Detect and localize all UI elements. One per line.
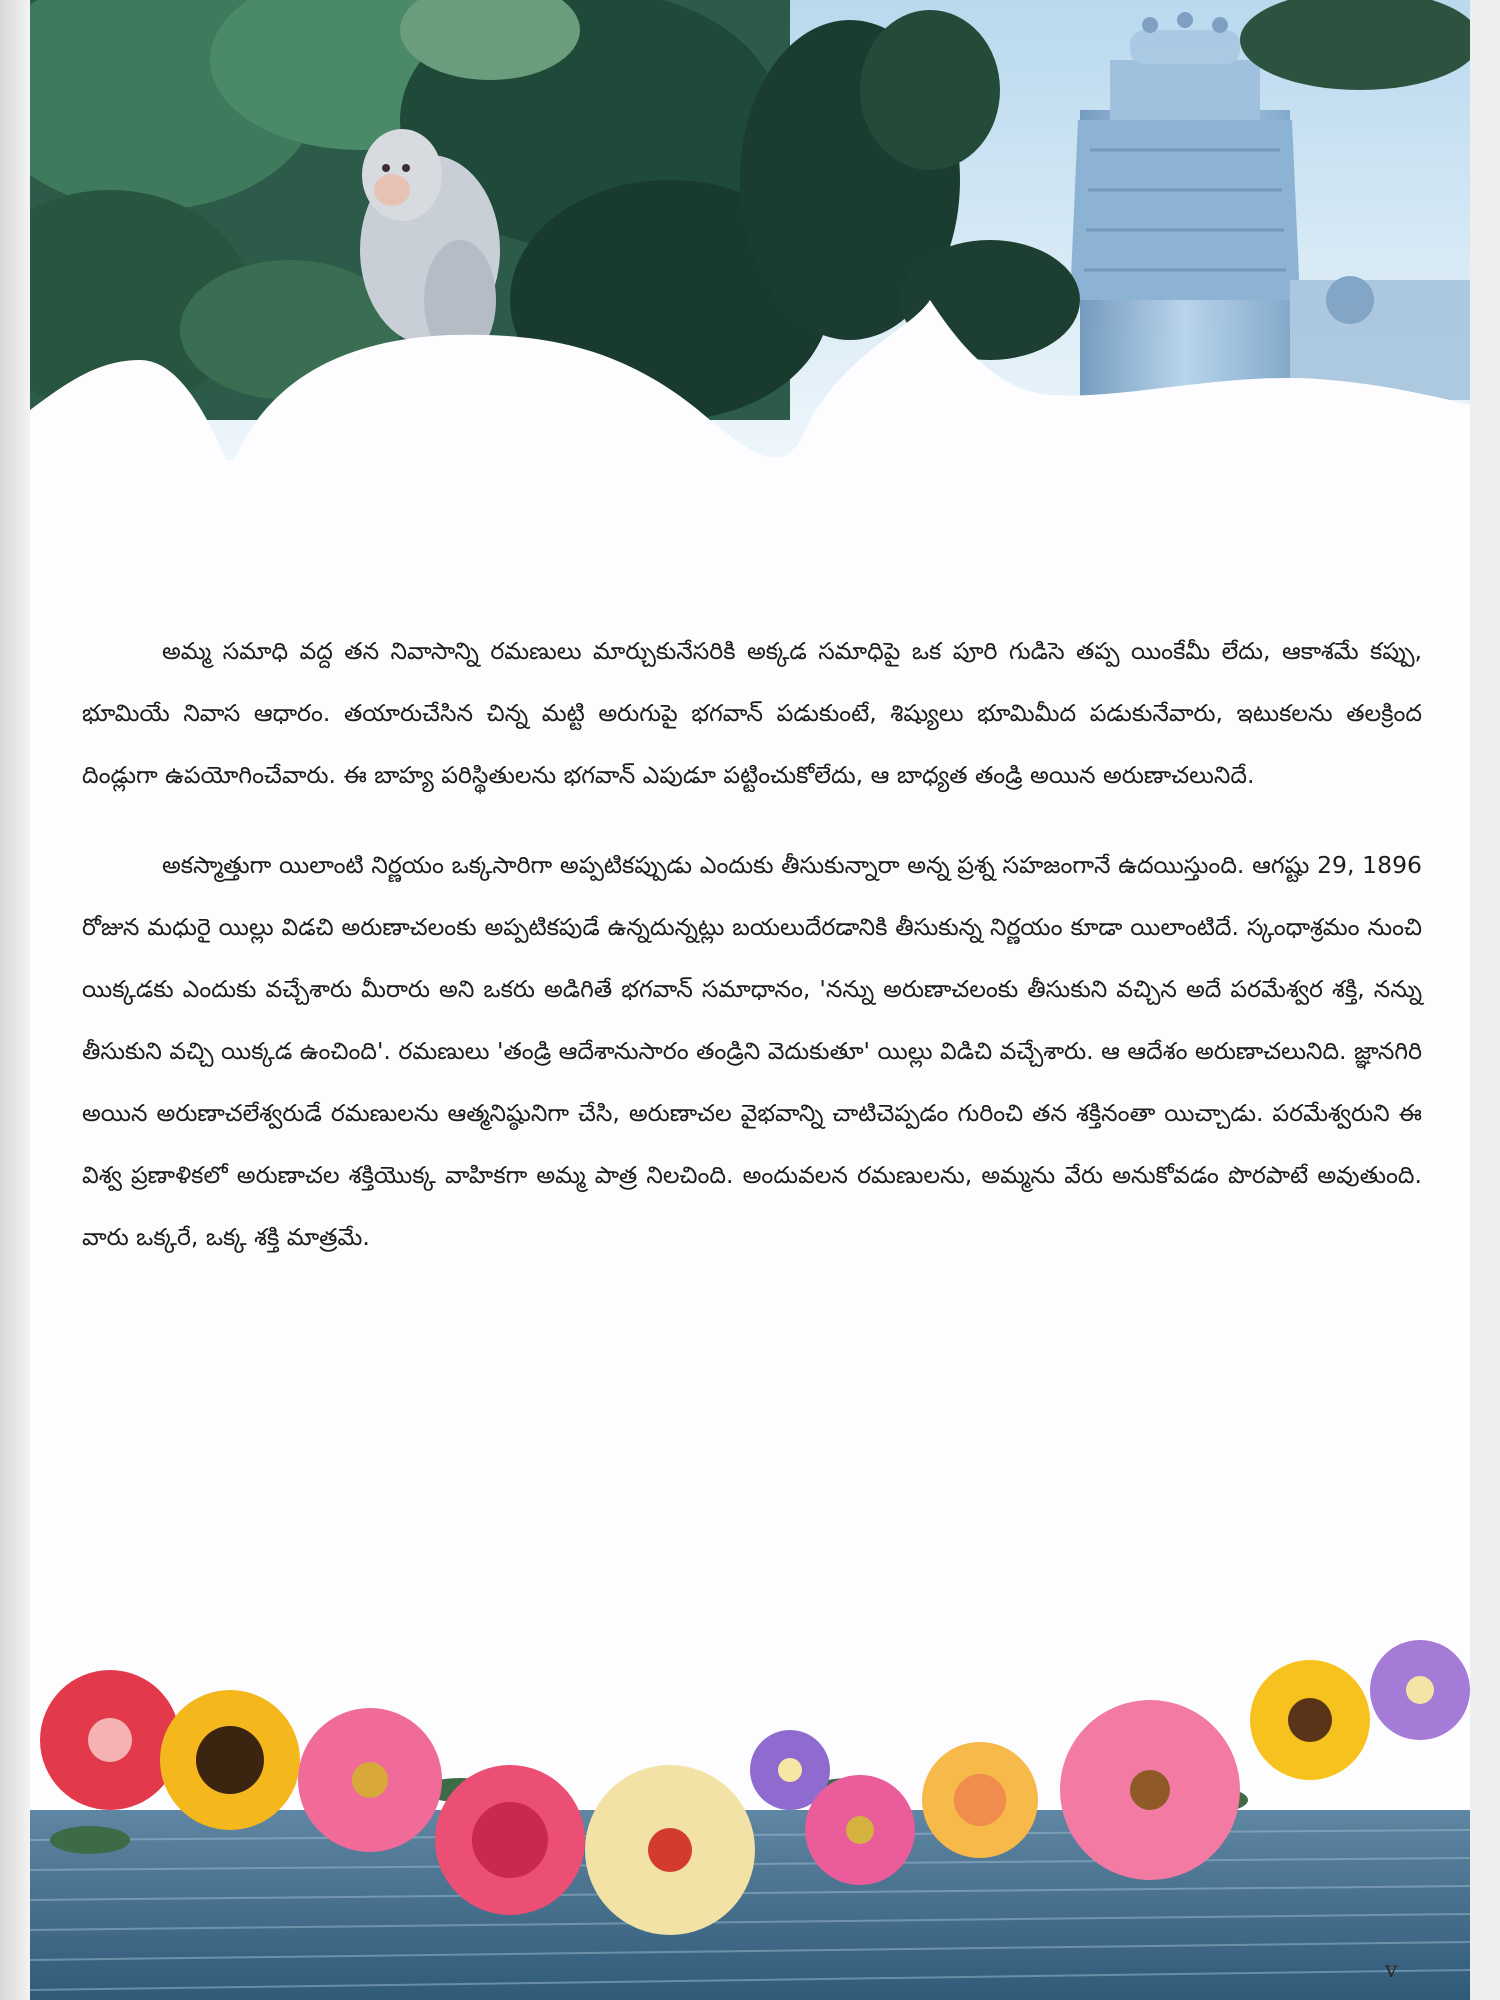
flower-small-sunflower <box>1250 1660 1370 1780</box>
flower-rose <box>435 1765 585 1915</box>
book-page <box>30 0 1470 2000</box>
flower-yellow-rose <box>922 1742 1038 1858</box>
flower-sunflower <box>160 1690 300 1830</box>
flower-pink-gerbera <box>298 1708 442 1852</box>
flower-purple-pansy <box>1370 1640 1470 1740</box>
flower-hibiscus <box>585 1765 755 1935</box>
page-number: v <box>1385 1958 1398 1983</box>
footer-flower-illustration <box>30 1640 1470 2000</box>
article-body <box>82 620 1422 1296</box>
header-illustration <box>30 0 1470 460</box>
page-gutter-shadow <box>0 0 30 2000</box>
flower-magenta-gerbera <box>805 1775 915 1885</box>
paragraph-2: అకస్మాత్తుగా యిలాంటి నిర్ణయం ఒక్కసారిగా అప్పటికప్పుడు ఎందుకు తీసుకున్నారా అన్న ప్రశ్న సహజంగానే ఉదయిస్తుంది. ఆగష్టు 29, 1896 రోజున మధురై యిల్లు విడచి అరుణాచలంకు అప్పటికపుడే ఉన్నదున్నట్లు బయలుదేరడానికి తీసుకున్న నిర్ణయం కూడా యిలాంటిదే. స్కంధాశ్రమం నుంచి యిక్కడకు ఎందుకు వచ్చేశారు మీరారు అని ఒకరు అడిగితే భగవాన్ సమాధానం, 'నన్ను అరుణాచలంకు తీసుకుని వచ్చిన అదే పరమేశ్వర శక్తి, నన్ను తీసుకుని వచ్చి యిక్కడ ఉంచింది'. రమణులు 'తండ్రి ఆదేశానుసారం తండ్రిని వెదుకుతూ' యిల్లు విడిచి వచ్చేశారు. ఆ ఆదేశం అరుణాచలునిది. జ్ఞానగిరి అయిన అరుణాచలేశ్వరుడే రమణులను ఆత్మనిష్ఠునిగా చేసి, అరుణాచల వైభవాన్ని చాటిచెప్పడం గురించి తన శక్తినంతా యిచ్చాడు. పరమేశ్వరుని ఈ విశ్వ ప్రణాళికలో అరుణాచల శక్తియొక్క వాహికగా అమ్మ పాత్ర నిలచింది. అందువలన రమణులను, అమ్మను వేరు అనుకోవడం పొరపాటే అవుతుంది. వారు ఒక్కరే, ఒక్క శక్తి మాత్రమే. <box>82 851 1422 1251</box>
flower-red-gerbera <box>40 1670 180 1810</box>
flower-large-gerbera <box>1060 1700 1240 1880</box>
paragraph-1: అమ్మ సమాధి వద్ద తన నివాసాన్ని రమణులు మార్చుకునేసరికి అక్కడ సమాధిపై ఒక పూరి గుడిసె తప్ప యింకేమీ లేదు, ఆకాశమే కప్పు, భూమియే నివాస ఆధారం. తయారుచేసిన చిన్న మట్టి అరుగుపై భగవాన్ పడుకుంటే, శిష్యులు భూమిమీద పడుకునేవారు, ఇటుకలను తలక్రింద దిండ్లుగా ఉపయోగించేవారు. ఈ బాహ్య పరిస్థితులను భగవాన్ ఎపుడూ పట్టించుకోలేదు, ఆ బాధ్యత తండ్రి అయిన అరుణాచలునిదే. <box>82 637 1422 789</box>
